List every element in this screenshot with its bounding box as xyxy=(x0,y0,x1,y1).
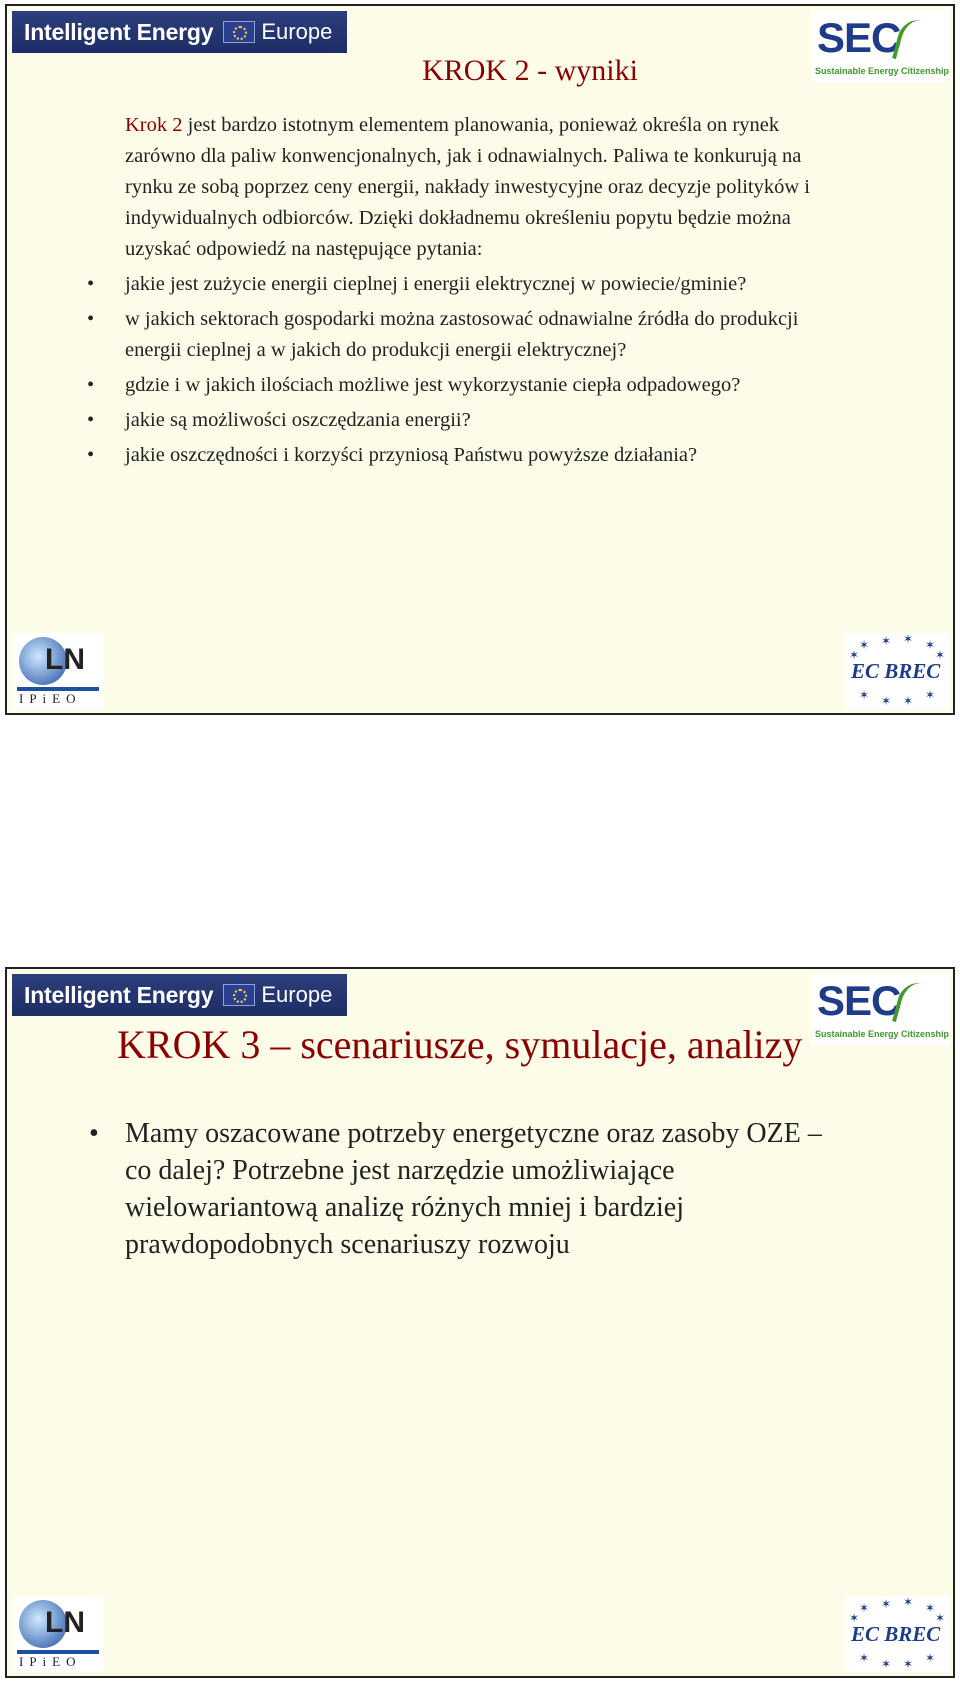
intelligent-energy-banner xyxy=(12,974,347,1016)
sec-logo-subtitle: Sustainable Energy Citizenship xyxy=(815,66,950,76)
svg-text:✶: ✶ xyxy=(881,634,892,648)
cln-logo xyxy=(13,633,103,709)
svg-text:✶: ✶ xyxy=(903,694,914,708)
ie-banner-text: Intelligent Energy xyxy=(24,981,214,1008)
intro-label: Krok 2 xyxy=(125,114,183,136)
svg-text:✶: ✶ xyxy=(925,1651,936,1665)
bullet-icon: • xyxy=(87,273,95,295)
svg-text:✶: ✶ xyxy=(859,688,870,702)
list-item: • w jakich sektorach gospodarki można zastosować odnawialne źródła do produkcji energii cieplnej a w jakich do produkcji energii elektrycznej? xyxy=(125,304,825,366)
eu-flag-icon xyxy=(223,984,255,1006)
svg-text:✶: ✶ xyxy=(881,1597,892,1611)
svg-text:✶: ✶ xyxy=(903,633,914,646)
slide-krok-2 xyxy=(5,4,955,715)
svg-text:✶: ✶ xyxy=(903,1596,914,1609)
ecbrec-logo-text: EC BREC xyxy=(851,1622,941,1646)
svg-text:✶: ✶ xyxy=(859,1601,870,1615)
svg-text:✶: ✶ xyxy=(849,1611,860,1625)
svg-text:✶: ✶ xyxy=(903,1657,914,1671)
intelligent-energy-banner xyxy=(12,11,347,53)
svg-text:✶: ✶ xyxy=(849,648,860,662)
ie-banner-text: Intelligent Energy xyxy=(24,18,214,45)
slide-body xyxy=(89,1115,845,1263)
question-list xyxy=(87,269,825,471)
cln-logo xyxy=(13,1596,103,1672)
bullet-icon: • xyxy=(87,444,95,466)
svg-text:✶: ✶ xyxy=(859,638,870,652)
cln-logo-subtitle: IPiEO xyxy=(19,1654,82,1669)
sec-logo-letters: SEC xyxy=(817,14,901,61)
list-item: Mamy oszacowane potrzeby energetyczne oraz zasoby OZE – co dalej? Potrzebne jest narzędzie umożliwiające wielowariantową analizę różnych mniej i bardziej prawdopodobnych scenariuszy rozwoju xyxy=(125,1118,822,1260)
bullet-icon: • xyxy=(87,409,95,431)
bullet-icon: • xyxy=(89,1118,99,1149)
svg-text:✶: ✶ xyxy=(881,1657,892,1671)
list-item: • gdzie i w jakich ilościach możliwe jest wykorzystanie ciepła odpadowego? xyxy=(125,370,825,401)
intro-paragraph xyxy=(125,110,825,265)
bullet-icon: • xyxy=(87,308,95,330)
list-item: • jakie jest zużycie energii cieplnej i energii elektrycznej w powiecie/gminie? xyxy=(125,269,825,300)
svg-text:✶: ✶ xyxy=(935,648,946,662)
svg-text:✶: ✶ xyxy=(925,1601,936,1615)
slide-title: KROK 3 – scenariusze, symulacje, analizy xyxy=(117,1022,803,1067)
ecbrec-logo xyxy=(845,1596,949,1672)
eu-flag-icon xyxy=(223,21,255,43)
svg-text:✶: ✶ xyxy=(925,688,936,702)
svg-text:✶: ✶ xyxy=(925,638,936,652)
sec-logo-letters: SEC xyxy=(817,977,901,1024)
ie-banner-europe: Europe xyxy=(261,19,333,44)
svg-text:✶: ✶ xyxy=(881,694,892,708)
ie-banner-europe: Europe xyxy=(261,982,333,1007)
svg-text:✶: ✶ xyxy=(859,1651,870,1665)
ecbrec-logo xyxy=(845,633,949,709)
cln-logo-letters: LN xyxy=(45,1606,85,1639)
intro-text: jest bardzo istotnym elementem planowania, ponieważ określa on rynek zarówno dla paliw konwencjonalnych, jak i odnawialnych. Paliwa te konkurują na rynku ze sobą poprzez ceny energii, nakłady inwestycyjne oraz decyzje polityków i indywidualnych odbiorców. Dzięki dokładnemu określeniu popytu będzie można uzyskać odpowiedź na następujące pytania: xyxy=(125,114,810,260)
sec-logo xyxy=(811,973,949,1045)
svg-text:✶: ✶ xyxy=(935,1611,946,1625)
ecbrec-logo-text: EC BREC xyxy=(851,659,941,683)
cln-logo-letters: LN xyxy=(45,643,85,676)
cln-logo-subtitle: IPiEO xyxy=(19,691,82,706)
slide-title: KROK 2 - wyniki xyxy=(422,54,638,87)
slide-body xyxy=(87,110,825,475)
slide-krok-3 xyxy=(5,967,955,1678)
list-item: • jakie oszczędności i korzyści przyniosą Państwu powyższe działania? xyxy=(125,440,825,471)
bullet-icon: • xyxy=(87,374,95,396)
list-item: • jakie są możliwości oszczędzania energii? xyxy=(125,405,825,436)
sec-logo-subtitle: Sustainable Energy Citizenship xyxy=(815,1029,950,1039)
